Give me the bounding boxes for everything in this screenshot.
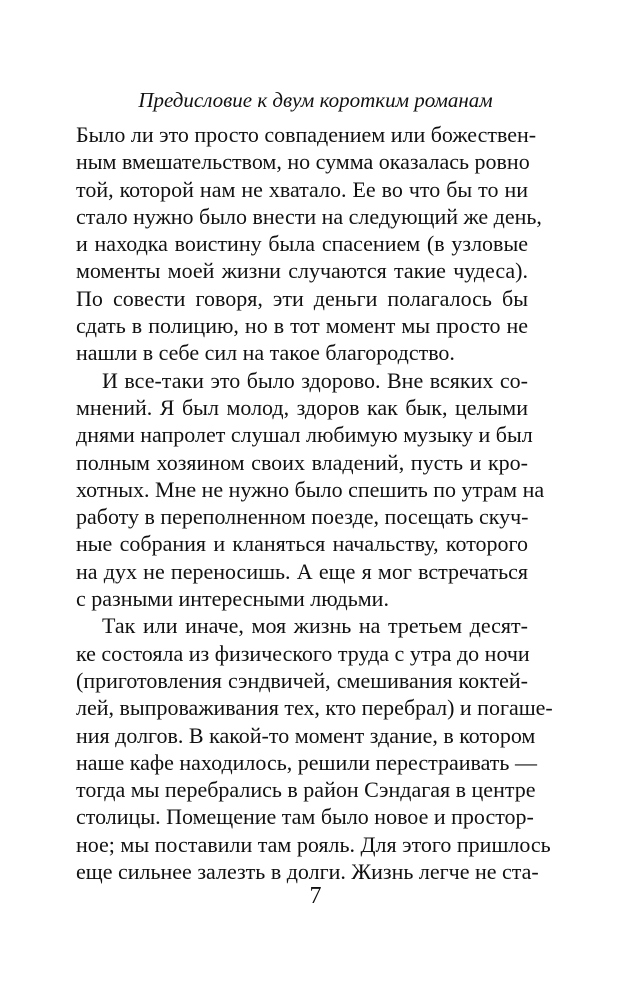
paragraph-3 xyxy=(76,612,553,885)
text-line: По совести говоря, эти деньги полагалось бы xyxy=(76,285,528,311)
text-line: моменты моей жизни случаются такие чудеса). xyxy=(76,258,528,284)
text-line: днями напролет слушал любимую музыку и был xyxy=(76,422,533,448)
text-line: и находка воистину была спасением (в узловые xyxy=(76,231,528,257)
text-line: наше кафе находилось, решили перестраивать — xyxy=(76,749,537,775)
text-line: ке состояла из физического труда с утра до ночи xyxy=(76,640,530,666)
text-line: на дух не переносишь. А еще я мог встречаться xyxy=(76,558,528,584)
text-line: работу в переполненном поезде, посещать скуч- xyxy=(76,504,529,530)
text-line: полным хозяином своих владений, пусть и кро- xyxy=(76,449,528,475)
page-number: 7 xyxy=(309,883,322,909)
text-line: той, которой нам не хватало. Ее во что бы то ни xyxy=(76,176,528,202)
text-line: ния долгов. В какой-то момент здание, в котором xyxy=(76,722,536,748)
text-line: ное; мы поставили там рояль. Для этого пришлось xyxy=(76,831,551,857)
text-line: с разными интересными людьми. xyxy=(76,586,389,612)
paragraph-1 xyxy=(76,121,542,367)
text-line: (приготовления сэндвичей, смешивания коктей- xyxy=(76,667,528,693)
text-line: нашли в себе сил на такое благородство. xyxy=(76,340,455,366)
paragraph-2 xyxy=(76,367,545,613)
text-line: стало нужно было внести на следующий же день, xyxy=(76,203,542,229)
text-line: ным вмешательством, но сумма оказалась ровно xyxy=(76,149,530,175)
text-line: хотных. Мне не нужно было спешить по утрам на xyxy=(76,476,545,502)
text-line: ные собрания и кланяться начальству, которого xyxy=(76,531,528,557)
text-line: столицы. Помещение там было новое и простор- xyxy=(76,804,534,830)
text-line: еще сильнее залезть в долги. Жизнь легче не ста- xyxy=(76,859,539,885)
text-line: мнений. Я был молод, здоров как бык, целыми xyxy=(76,394,528,420)
text-line: тогда мы перебрались в район Сэндагая в центре xyxy=(76,777,536,803)
text-line: Так или иначе, моя жизнь на третьем десят- xyxy=(102,613,528,639)
text-line: лей, выпроваживания тех, кто перебрал) и погаше- xyxy=(76,695,553,721)
text-line: сдать в полицию, но в тот момент мы просто не xyxy=(76,313,528,339)
running-head: Предисловие к двум коротким романам xyxy=(138,88,493,112)
body-text xyxy=(76,121,553,885)
text-line: И все-таки это было здорово. Вне всяких со- xyxy=(102,367,528,393)
text-line: Было ли это просто совпадением или божествен- xyxy=(76,122,537,147)
